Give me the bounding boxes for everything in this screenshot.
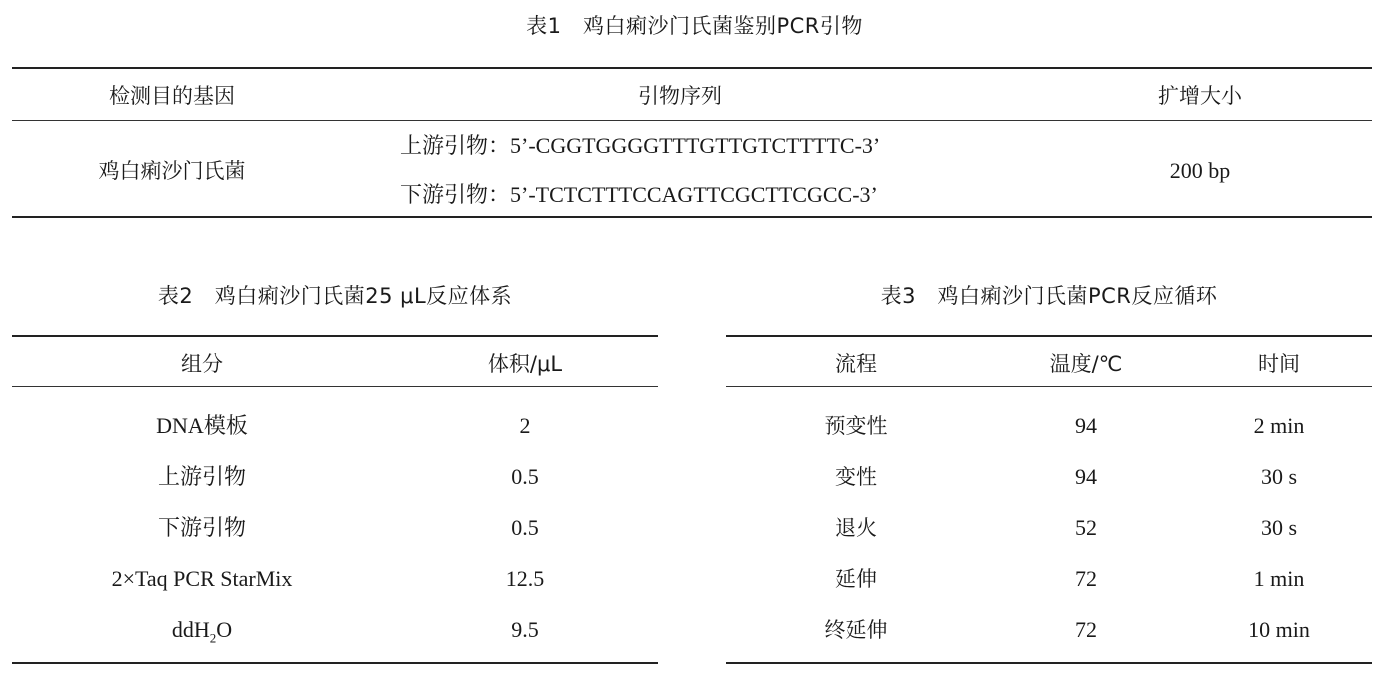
table2-row-component: DNA模板 bbox=[156, 413, 248, 438]
table3-row-step: 预变性 bbox=[824, 414, 888, 438]
table3-row-step: 延伸 bbox=[835, 567, 877, 591]
table1-header-sequence: 引物序列 bbox=[638, 84, 722, 108]
table2-top-rule bbox=[12, 335, 658, 337]
table3-row-time: 10 min bbox=[1248, 617, 1310, 642]
table3-row-step: 终延伸 bbox=[824, 618, 888, 642]
table2-caption: 表2 鸡白痢沙门氏菌25 μL反应体系 bbox=[157, 284, 513, 308]
table3-header-rule bbox=[726, 386, 1372, 387]
table2-row-component: 下游引物 bbox=[157, 515, 246, 540]
table2-header-component: 组分 bbox=[181, 352, 223, 376]
table3-row-temp: 52 bbox=[1075, 515, 1097, 540]
table1-gene: 鸡白痢沙门氏菌 bbox=[98, 159, 246, 183]
table2-row-volume: 0.5 bbox=[511, 515, 539, 540]
table3-row-temp: 72 bbox=[1075, 566, 1097, 591]
table1-header-rule bbox=[12, 120, 1372, 121]
table1-header-size: 扩增大小 bbox=[1158, 84, 1242, 108]
table2-ddh2o-base: ddH bbox=[171, 617, 210, 642]
table3-header-time: 时间 bbox=[1258, 352, 1300, 376]
table1-reverse-primer: 下游引物：5’-TCTCTTTCCAGTTCGCTTCGCC-3’ bbox=[400, 182, 878, 207]
table2-ddh2o-suffix: O bbox=[216, 617, 233, 642]
table3-row-step: 变性 bbox=[835, 465, 877, 489]
table2-bottom-rule bbox=[12, 662, 658, 664]
table1-size: 200 bp bbox=[1169, 158, 1231, 183]
table3-header-temp: 温度/℃ bbox=[1049, 352, 1123, 376]
table3-row-temp: 94 bbox=[1075, 464, 1097, 489]
table3-row-time: 30 s bbox=[1260, 515, 1298, 540]
table3-row-time: 30 s bbox=[1260, 464, 1298, 489]
table1-forward-primer: 上游引物：5’-CGGTGGGGTTTGTTGTCTTTTC-3’ bbox=[400, 133, 881, 158]
table2-ddh2o-subscript: 2 bbox=[209, 630, 217, 646]
table3-row-step: 退火 bbox=[835, 516, 877, 540]
table2-row-volume: 9.5 bbox=[511, 617, 539, 642]
table2-row-component bbox=[12, 615, 392, 645]
table1-bottom-rule bbox=[12, 216, 1372, 218]
table3-caption: 表3 鸡白痢沙门氏菌PCR反应循环 bbox=[880, 284, 1218, 308]
table2-row-volume: 0.5 bbox=[511, 464, 539, 489]
table2-row-component: 上游引物 bbox=[157, 464, 246, 489]
table2-row-volume: 2 bbox=[519, 413, 531, 438]
table2-row-component: 2×Taq PCR StarMix bbox=[111, 566, 293, 591]
table1-caption: 表1 鸡白痢沙门氏菌鉴别PCR引物 bbox=[526, 14, 863, 38]
table2-header-volume: 体积/μL bbox=[487, 352, 563, 376]
table2-row-volume: 12.5 bbox=[505, 566, 545, 591]
table1-top-rule bbox=[12, 67, 1372, 69]
table3-row-time: 1 min bbox=[1253, 566, 1305, 591]
table2-header-rule bbox=[12, 386, 658, 387]
table3-row-time: 2 min bbox=[1253, 413, 1305, 438]
table3-header-step: 流程 bbox=[835, 352, 877, 376]
table3-row-temp: 94 bbox=[1075, 413, 1097, 438]
table3-top-rule bbox=[726, 335, 1372, 337]
table3-bottom-rule bbox=[726, 662, 1372, 664]
table1-header-gene: 检测目的基因 bbox=[109, 84, 235, 108]
table3-row-temp: 72 bbox=[1075, 617, 1097, 642]
